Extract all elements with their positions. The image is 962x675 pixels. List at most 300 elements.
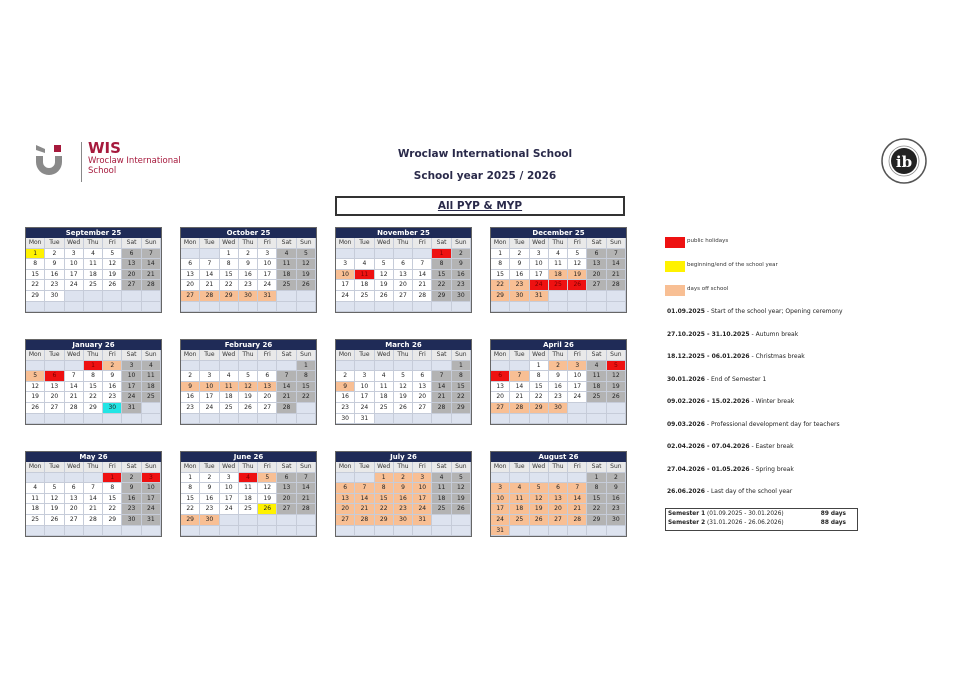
day-cell: 13	[491, 382, 510, 393]
empty-cell	[394, 414, 413, 425]
day-cell: 6	[413, 371, 432, 382]
day-cell: 16	[181, 392, 200, 403]
empty-cell	[432, 414, 451, 425]
weekday-header: Wed	[65, 462, 84, 473]
empty-cell	[258, 361, 277, 372]
day-cell: 7	[413, 259, 432, 270]
day-cell: 14	[277, 382, 296, 393]
month-days-grid	[181, 238, 316, 312]
day-cell: 29	[181, 515, 200, 526]
empty-cell	[587, 526, 606, 537]
day-cell: 30	[239, 291, 258, 302]
logo-line1: Wroclaw International	[88, 156, 181, 166]
day-cell: 5	[26, 371, 45, 382]
weekday-header: Sat	[587, 462, 606, 473]
logo-text	[88, 141, 181, 176]
day-cell: 25	[239, 504, 258, 515]
weekday-header: Sun	[607, 238, 626, 249]
empty-cell	[491, 302, 510, 313]
day-cell: 30	[394, 515, 413, 526]
empty-cell	[200, 526, 219, 537]
empty-cell	[122, 526, 141, 537]
legend-label: public holidays	[687, 238, 729, 244]
day-cell: 12	[239, 382, 258, 393]
day-cell: 27	[491, 403, 510, 414]
day-cell: 28	[277, 403, 296, 414]
empty-cell	[549, 473, 568, 484]
ib-world-school-logo-icon	[880, 137, 928, 185]
day-cell: 30	[122, 515, 141, 526]
day-cell: 16	[607, 494, 626, 505]
weekday-header: Wed	[65, 350, 84, 361]
empty-cell	[181, 361, 200, 372]
empty-cell	[65, 361, 84, 372]
page-subtitle: School year 2025 / 2026	[413, 170, 557, 182]
empty-cell	[530, 473, 549, 484]
day-cell: 27	[549, 515, 568, 526]
legend-item-public-holidays	[665, 237, 925, 249]
day-cell: 3	[568, 361, 587, 372]
day-cell: 31	[142, 515, 161, 526]
day-cell: 20	[65, 504, 84, 515]
day-cell: 7	[65, 371, 84, 382]
month-days-grid	[26, 350, 161, 424]
empty-cell	[65, 414, 84, 425]
empty-cell	[258, 414, 277, 425]
day-cell: 8	[452, 371, 471, 382]
weekday-header: Mon	[491, 350, 510, 361]
weekday-header: Fri	[103, 350, 122, 361]
empty-cell	[452, 414, 471, 425]
month-days-grid	[26, 462, 161, 536]
weekday-header: Mon	[181, 462, 200, 473]
day-cell: 23	[122, 504, 141, 515]
day-cell: 4	[26, 483, 45, 494]
day-cell: 9	[549, 371, 568, 382]
day-cell: 9	[239, 259, 258, 270]
empty-cell	[26, 361, 45, 372]
month-title: July 26	[336, 452, 471, 462]
day-cell: 4	[587, 361, 606, 372]
weekday-header: Sat	[122, 238, 141, 249]
day-cell: 3	[258, 249, 277, 260]
empty-cell	[432, 302, 451, 313]
day-cell: 6	[277, 473, 296, 484]
day-cell: 24	[568, 392, 587, 403]
day-cell: 15	[297, 382, 316, 393]
empty-cell	[413, 526, 432, 537]
empty-cell	[530, 302, 549, 313]
day-cell: 23	[181, 403, 200, 414]
empty-cell	[549, 526, 568, 537]
weekday-header: Tue	[355, 462, 374, 473]
empty-cell	[355, 361, 374, 372]
day-cell: 8	[181, 483, 200, 494]
day-cell: 29	[26, 291, 45, 302]
semester-summary	[665, 508, 858, 531]
day-cell: 28	[355, 515, 374, 526]
empty-cell	[103, 526, 122, 537]
day-cell: 19	[26, 392, 45, 403]
day-cell: 29	[84, 403, 103, 414]
day-cell: 21	[568, 504, 587, 515]
empty-cell	[142, 414, 161, 425]
weekday-header: Sun	[607, 462, 626, 473]
empty-cell	[530, 526, 549, 537]
day-cell: 21	[297, 494, 316, 505]
day-cell: 15	[432, 270, 451, 281]
day-cell: 22	[26, 280, 45, 291]
day-cell: 4	[142, 361, 161, 372]
month-days-grid	[181, 462, 316, 536]
weekday-header: Sun	[297, 462, 316, 473]
empty-cell	[258, 515, 277, 526]
empty-cell	[142, 403, 161, 414]
day-cell: 11	[277, 259, 296, 270]
empty-cell	[452, 515, 471, 526]
day-cell: 23	[394, 504, 413, 515]
day-cell: 27	[394, 291, 413, 302]
weekday-header: Wed	[530, 238, 549, 249]
empty-cell	[568, 403, 587, 414]
day-cell: 8	[587, 483, 606, 494]
day-cell: 5	[607, 361, 626, 372]
day-cell: 22	[181, 504, 200, 515]
empty-cell	[510, 302, 529, 313]
empty-cell	[587, 414, 606, 425]
day-cell: 15	[103, 494, 122, 505]
day-cell: 18	[375, 392, 394, 403]
day-cell: 5	[530, 483, 549, 494]
weekday-header: Mon	[491, 462, 510, 473]
weekday-header: Tue	[45, 350, 64, 361]
empty-cell	[220, 302, 239, 313]
empty-cell	[181, 249, 200, 260]
day-cell: 15	[84, 382, 103, 393]
day-cell: 24	[336, 291, 355, 302]
day-cell: 2	[122, 473, 141, 484]
day-cell: 30	[45, 291, 64, 302]
day-cell: 14	[65, 382, 84, 393]
weekday-header: Sat	[587, 238, 606, 249]
weekday-header: Fri	[258, 238, 277, 249]
weekday-header: Tue	[510, 350, 529, 361]
day-cell: 8	[432, 259, 451, 270]
empty-cell	[432, 361, 451, 372]
day-cell: 30	[452, 291, 471, 302]
semester-row: Semester 2 (31.01.2026 - 26.06.2026) 88 days	[668, 520, 846, 526]
day-cell: 7	[297, 473, 316, 484]
day-cell: 10	[568, 371, 587, 382]
day-cell: 29	[452, 403, 471, 414]
weekday-header: Thu	[394, 350, 413, 361]
day-cell: 6	[258, 371, 277, 382]
day-cell: 21	[413, 280, 432, 291]
day-cell: 28	[65, 403, 84, 414]
weekday-header: Sat	[277, 238, 296, 249]
day-cell: 11	[355, 270, 374, 281]
day-cell: 19	[258, 494, 277, 505]
day-cell: 9	[103, 371, 122, 382]
weekday-header: Sat	[122, 350, 141, 361]
empty-cell	[355, 249, 374, 260]
weekday-header: Wed	[65, 238, 84, 249]
empty-cell	[297, 302, 316, 313]
day-cell: 14	[432, 382, 451, 393]
empty-cell	[491, 473, 510, 484]
empty-cell	[45, 473, 64, 484]
day-cell: 5	[258, 473, 277, 484]
day-cell: 27	[413, 403, 432, 414]
day-cell: 23	[239, 280, 258, 291]
day-cell: 17	[220, 494, 239, 505]
empty-cell	[45, 361, 64, 372]
day-cell: 27	[258, 403, 277, 414]
day-cell: 25	[84, 280, 103, 291]
day-cell: 25	[510, 515, 529, 526]
weekday-header: Sat	[277, 350, 296, 361]
weekday-header: Thu	[84, 350, 103, 361]
semester-row: Semester 1 (01.09.2025 - 30.01.2026) 89 days	[668, 511, 846, 517]
empty-cell	[45, 526, 64, 537]
day-cell: 14	[568, 494, 587, 505]
weekday-header: Fri	[568, 462, 587, 473]
day-cell: 26	[297, 280, 316, 291]
day-cell: 28	[510, 403, 529, 414]
empty-cell	[510, 414, 529, 425]
empty-cell	[394, 361, 413, 372]
empty-cell	[336, 473, 355, 484]
day-cell: 29	[491, 291, 510, 302]
day-cell: 1	[220, 249, 239, 260]
month-title: September 25	[26, 228, 161, 238]
weekday-header: Sun	[142, 462, 161, 473]
empty-cell	[549, 302, 568, 313]
day-cell: 2	[510, 249, 529, 260]
month-calendar	[335, 451, 472, 537]
empty-cell	[510, 361, 529, 372]
day-cell: 5	[45, 483, 64, 494]
weekday-header: Sun	[452, 462, 471, 473]
weekday-header: Mon	[181, 238, 200, 249]
day-cell: 23	[45, 280, 64, 291]
day-cell: 13	[587, 259, 606, 270]
weekday-header: Wed	[220, 462, 239, 473]
month-title: June 26	[181, 452, 316, 462]
day-cell: 1	[432, 249, 451, 260]
day-cell: 13	[45, 382, 64, 393]
day-cell: 31	[491, 526, 510, 537]
empty-cell	[65, 473, 84, 484]
empty-cell	[568, 302, 587, 313]
semester-days: 88 days	[820, 520, 846, 526]
weekday-header: Tue	[45, 238, 64, 249]
day-cell: 5	[568, 249, 587, 260]
day-cell: 21	[65, 392, 84, 403]
day-cell: 10	[413, 483, 432, 494]
day-cell: 10	[142, 483, 161, 494]
day-cell: 23	[103, 392, 122, 403]
day-cell: 28	[607, 280, 626, 291]
day-cell: 18	[84, 270, 103, 281]
day-cell: 26	[239, 403, 258, 414]
day-cell: 27	[587, 280, 606, 291]
day-cell: 24	[355, 403, 374, 414]
day-cell: 9	[452, 259, 471, 270]
month-days-grid	[336, 238, 471, 312]
month-title: March 26	[336, 340, 471, 350]
day-cell: 27	[45, 403, 64, 414]
weekday-header: Tue	[45, 462, 64, 473]
day-cell: 18	[432, 494, 451, 505]
day-cell: 4	[375, 371, 394, 382]
month-title: November 25	[336, 228, 471, 238]
day-cell: 18	[26, 504, 45, 515]
day-cell: 1	[375, 473, 394, 484]
month-days-grid	[181, 350, 316, 424]
empty-cell	[607, 414, 626, 425]
day-cell: 23	[336, 403, 355, 414]
day-cell: 20	[394, 280, 413, 291]
empty-cell	[607, 403, 626, 414]
day-cell: 6	[394, 259, 413, 270]
day-cell: 30	[336, 414, 355, 425]
empty-cell	[122, 302, 141, 313]
day-cell: 10	[355, 382, 374, 393]
day-cell: 31	[122, 403, 141, 414]
empty-cell	[549, 414, 568, 425]
weekday-header: Tue	[200, 462, 219, 473]
day-cell: 7	[568, 483, 587, 494]
weekday-header: Thu	[394, 462, 413, 473]
day-cell: 16	[239, 270, 258, 281]
page-title: Wroclaw International School	[397, 148, 573, 160]
day-cell: 29	[103, 515, 122, 526]
day-cell: 3	[122, 361, 141, 372]
weekday-header: Mon	[336, 462, 355, 473]
day-cell: 13	[258, 382, 277, 393]
empty-cell	[26, 414, 45, 425]
day-cell: 19	[530, 504, 549, 515]
empty-cell	[587, 302, 606, 313]
day-cell: 20	[587, 270, 606, 281]
day-cell: 16	[200, 494, 219, 505]
day-cell: 26	[568, 280, 587, 291]
day-cell: 12	[45, 494, 64, 505]
weekday-header: Mon	[336, 238, 355, 249]
empty-cell	[142, 526, 161, 537]
day-cell: 10	[65, 259, 84, 270]
day-cell: 10	[336, 270, 355, 281]
day-cell: 15	[26, 270, 45, 281]
empty-cell	[568, 414, 587, 425]
day-cell: 21	[607, 270, 626, 281]
weekday-header: Thu	[239, 462, 258, 473]
day-cell: 5	[103, 249, 122, 260]
day-cell: 6	[181, 259, 200, 270]
day-cell: 12	[375, 270, 394, 281]
event-item: 26.06.2026 - Last day of the school year	[667, 488, 793, 495]
empty-cell	[65, 302, 84, 313]
day-cell: 22	[103, 504, 122, 515]
day-cell: 14	[607, 259, 626, 270]
day-cell: 19	[45, 504, 64, 515]
day-cell: 1	[587, 473, 606, 484]
day-cell: 12	[452, 483, 471, 494]
day-cell: 27	[122, 280, 141, 291]
weekday-header: Sat	[122, 462, 141, 473]
weekday-header: Sat	[587, 350, 606, 361]
day-cell: 24	[200, 403, 219, 414]
day-cell: 26	[103, 280, 122, 291]
empty-cell	[181, 526, 200, 537]
weekday-header: Wed	[220, 350, 239, 361]
empty-cell	[220, 526, 239, 537]
empty-cell	[26, 302, 45, 313]
day-cell: 13	[413, 382, 432, 393]
logo-line2: School	[88, 166, 117, 176]
day-cell: 16	[510, 270, 529, 281]
empty-cell	[355, 526, 374, 537]
empty-cell	[375, 361, 394, 372]
weekday-header: Wed	[530, 350, 549, 361]
day-cell: 23	[452, 280, 471, 291]
day-cell: 18	[355, 280, 374, 291]
day-cell: 13	[122, 259, 141, 270]
day-cell: 11	[587, 371, 606, 382]
weekday-header: Mon	[26, 238, 45, 249]
day-cell: 17	[142, 494, 161, 505]
day-cell: 30	[510, 291, 529, 302]
day-cell: 15	[491, 270, 510, 281]
day-cell: 17	[491, 504, 510, 515]
day-cell: 16	[452, 270, 471, 281]
weekday-header: Fri	[258, 462, 277, 473]
day-cell: 9	[510, 259, 529, 270]
weekday-header: Wed	[220, 238, 239, 249]
empty-cell	[375, 414, 394, 425]
day-cell: 3	[336, 259, 355, 270]
day-cell: 19	[103, 270, 122, 281]
event-item: 27.04.2026 - 01.05.2026 - Spring break	[667, 465, 794, 473]
empty-cell	[297, 526, 316, 537]
empty-cell	[84, 473, 103, 484]
day-cell: 6	[491, 371, 510, 382]
day-cell: 4	[510, 483, 529, 494]
day-cell: 14	[355, 494, 374, 505]
day-cell: 20	[258, 392, 277, 403]
empty-cell	[84, 302, 103, 313]
weekday-header: Sat	[277, 462, 296, 473]
day-cell: 22	[587, 504, 606, 515]
day-cell: 24	[491, 515, 510, 526]
month-calendar	[25, 227, 162, 313]
day-cell: 30	[103, 403, 122, 414]
day-cell: 20	[122, 270, 141, 281]
day-cell: 4	[277, 249, 296, 260]
empty-cell	[491, 414, 510, 425]
day-cell: 26	[607, 392, 626, 403]
day-cell: 7	[277, 371, 296, 382]
empty-cell	[277, 414, 296, 425]
day-cell: 1	[181, 473, 200, 484]
empty-cell	[568, 526, 587, 537]
day-cell: 2	[394, 473, 413, 484]
day-cell: 19	[375, 280, 394, 291]
day-cell: 24	[142, 504, 161, 515]
day-cell: 19	[297, 270, 316, 281]
day-cell: 12	[103, 259, 122, 270]
